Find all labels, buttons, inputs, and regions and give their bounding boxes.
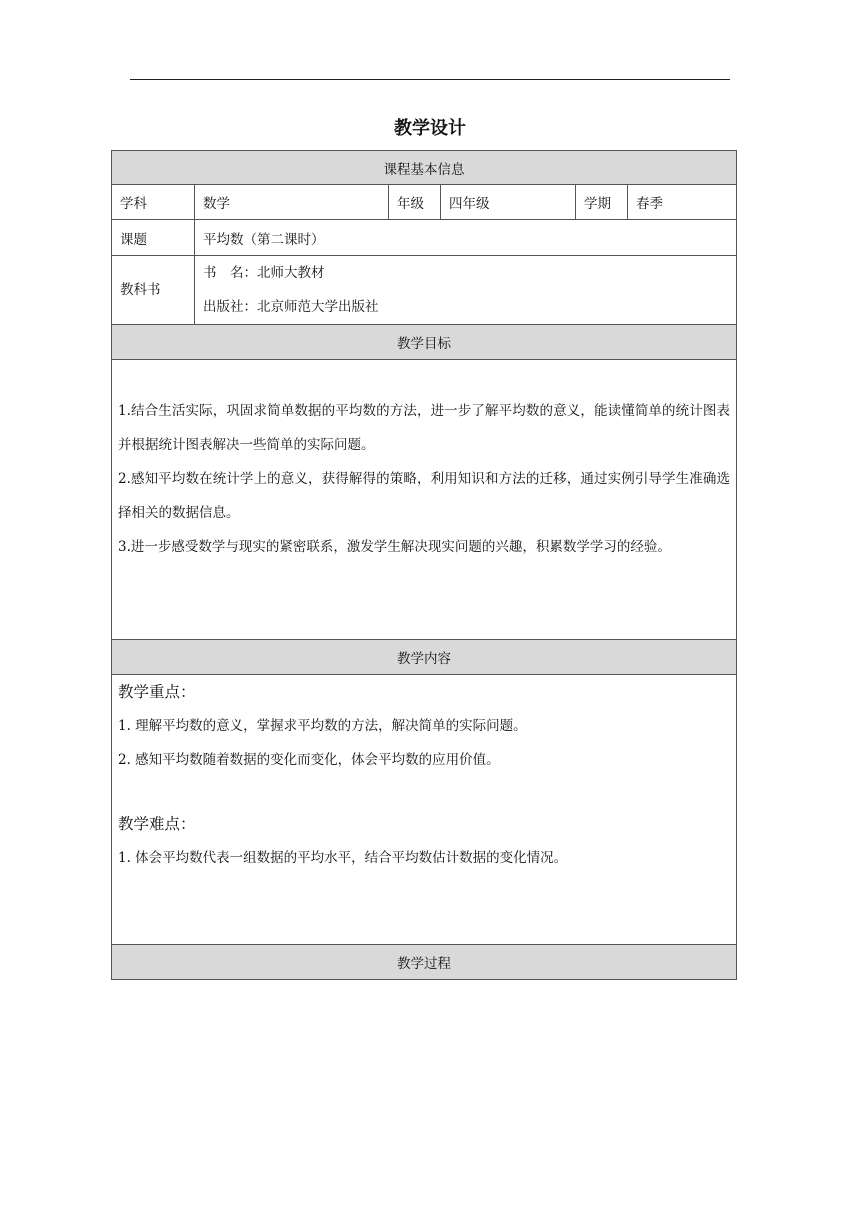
section-header-objectives: 教学目标 xyxy=(112,325,737,360)
textbook-value xyxy=(195,256,737,325)
topic-label: 课题 xyxy=(112,220,195,256)
book-name-line: 书 名：北师大教材 xyxy=(203,265,325,281)
topic-value: 平均数（第二课时） xyxy=(195,220,737,256)
textbook-label xyxy=(112,256,195,325)
section-header-process: 教学过程 xyxy=(112,945,737,980)
publisher-line: 出版社：北京师范大学出版社 xyxy=(203,299,379,315)
lesson-plan-table xyxy=(111,150,737,980)
difficult-point-item: 1. 体会平均数代表一组数据的平均水平，结合平均数估计数据的变化情况。 xyxy=(118,850,568,866)
header-rule xyxy=(130,79,730,80)
content-body xyxy=(112,675,737,945)
term-label: 学期 xyxy=(576,185,628,220)
key-points-title: 教学重点： xyxy=(118,683,196,701)
textbook-label-text: 教科书 xyxy=(120,282,161,298)
grade-value: 四年级 xyxy=(441,185,576,220)
subject-label: 学科 xyxy=(112,185,195,220)
objectives-body xyxy=(112,360,737,640)
section-header-content: 教学内容 xyxy=(112,640,737,675)
key-point-item: 1. 理解平均数的意义，掌握求平均数的方法，解决简单的实际问题。 xyxy=(118,718,527,734)
objective-item: 2.感知平均数在统计学上的意义，获得解得的策略，利用知识和方法的迁移，通过实例引导学生准确选择相关的数据信息。 xyxy=(118,471,731,521)
objective-item: 1.结合生活实际，巩固求简单数据的平均数的方法，进一步了解平均数的意义，能读懂简单的统计图表并根据统计图表解决一些简单的实际问题。 xyxy=(118,403,731,453)
grade-label: 年级 xyxy=(389,185,441,220)
key-point-item: 2. 感知平均数随着数据的变化而变化，体会平均数的应用价值。 xyxy=(118,752,500,768)
section-header-basic-info: 课程基本信息 xyxy=(112,151,737,185)
difficult-points-title: 教学难点： xyxy=(118,815,196,833)
term-value: 春季 xyxy=(628,185,737,220)
subject-value: 数学 xyxy=(195,185,389,220)
objective-item: 3.进一步感受数学与现实的紧密联系，激发学生解决现实问题的兴趣，积累数学学习的经验。 xyxy=(118,539,671,555)
page-title: 教学设计 xyxy=(394,118,466,139)
